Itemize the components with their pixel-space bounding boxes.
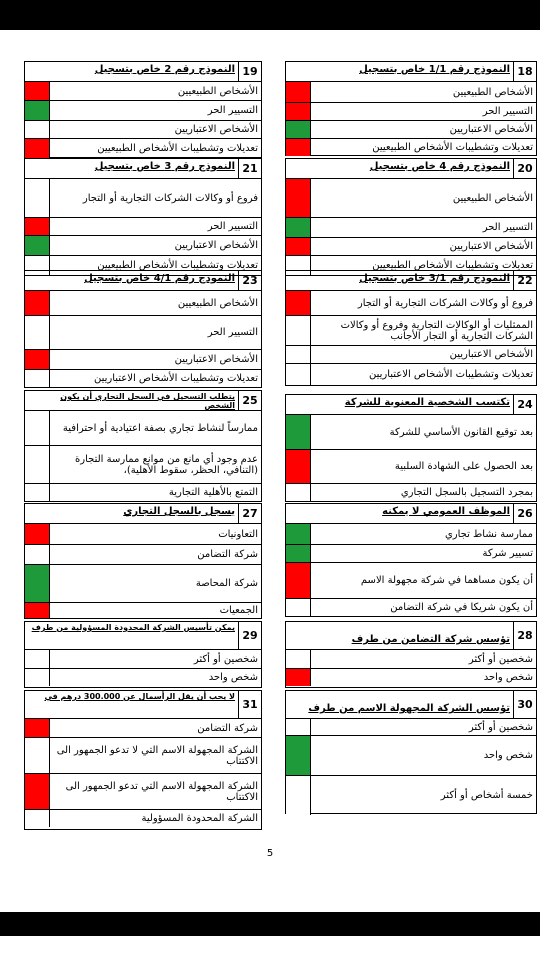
answer-text: أن يكون مساهما في شركة مجهولة الاسم [310,563,536,598]
question-number: 25 [238,391,261,410]
answer-mark-box [25,565,49,602]
answer-mark-box [25,738,49,773]
answer-text: شركة التضامن [49,545,261,564]
answer-mark-box [25,370,49,387]
answer-mark-box [25,291,49,315]
question-title: يمكن تأسيس الشركة المحدودة المسؤولية من طرف [31,623,235,632]
answer-mark-box [286,669,310,686]
question-title: يتطلب التسجيل في السجل التجاري أن يكون الشخص [60,392,235,410]
answer-row [286,237,536,255]
answer-mark-box [286,484,310,501]
answer-text: عدم وجود أي مانع من موانع ممارسة التجارة (التنافي، الحظر، سقوط الأهلية)، [49,446,261,483]
question-number: 24 [513,395,536,414]
answer-text: شخص واحد [310,736,536,775]
answer-mark-box [286,415,310,449]
answer-mark-box [25,446,49,483]
answer-row [286,120,536,138]
answer-text: الشركة المجهولة الاسم التي تدعو الجمهور الى الاكتتاب [49,774,261,809]
answer-row [25,602,261,618]
answer-row [25,138,261,158]
answer-mark-box [286,776,310,815]
answer-mark-box [25,82,49,100]
answer-text: أن يكون شريكا في شركة التضامن [310,599,536,616]
question-number: 20 [513,159,536,178]
answer-text: الأشخاص الاعتباريين [49,236,261,255]
answer-row [25,483,261,501]
answer-text: تعديلات وتشطيبات الأشخاص الطبيعيين [310,256,536,275]
answer-text: شخصين أو أكثر [310,719,536,735]
answer-mark-box [286,218,310,237]
answer-text: الأشخاص الطبيعيين [310,179,536,217]
card-header [286,395,536,415]
card-header [286,504,536,524]
answer-text: الأشخاص الاعتباريين [310,121,536,138]
answer-mark-box [25,545,49,564]
answer-row [286,102,536,120]
question-title: لا يجب أن يقل الرأسمال عن 300.000 درهم في [44,692,235,701]
answer-mark-box [286,719,310,735]
answer-row [25,235,261,255]
answer-row [25,291,261,315]
answer-text: بمجرد التسجيل بالسجل التجاري [310,484,536,501]
question-number: 23 [238,271,261,290]
question-title: تكتسب الشخصية المعنوية للشركة [344,397,510,408]
question-number: 31 [238,691,261,718]
top-black-bar [0,0,540,30]
answer-mark-box [25,719,49,737]
answer-row [286,598,536,616]
question-title: يسجل بالسجل التجاري [123,506,235,517]
answer-text: الأشخاص الاعتباريين [49,350,261,369]
answer-text: التسيير الحر [310,218,536,237]
answer-row [286,524,536,544]
question-card-29 [24,621,262,688]
answer-text: الأشخاص الطبيعيين [49,291,261,315]
answer-text: شخصين أو أكثر [49,650,261,668]
question-number: 21 [238,159,261,178]
card-header [286,159,536,179]
answer-text: التسيير الحر [49,218,261,235]
answer-text: شركة التضامن [49,719,261,737]
answer-text: شخص واحد [310,669,536,686]
answer-row [25,217,261,235]
answer-row [286,562,536,598]
card-header [286,271,536,291]
answer-text: خمسة أشخاص أو أكثر [310,776,536,815]
answer-mark-box [25,316,49,349]
answer-row [286,483,536,501]
bottom-black-bar [0,912,540,936]
answer-mark-box [286,364,310,385]
answer-row [25,650,261,668]
answer-text: الجمعيات [49,603,261,618]
answer-mark-box [286,563,310,598]
answer-mark-box [286,82,310,102]
answer-mark-box [286,545,310,562]
answer-text: الأشخاص الطبيعيين [49,82,261,100]
answer-text: التمتع بالأهلية التجارية [49,484,261,501]
question-title: تؤسس شركة التضامن من طرف [351,634,510,645]
question-title: النموذج رقم 4 خاص بتسجيل [369,161,510,172]
question-card-26 [285,503,537,617]
question-title: النموذج رقم 1/1 خاص بتسجيل [359,64,510,75]
question-card-23 [24,270,262,388]
answer-row [25,82,261,100]
answer-text: التسيير الحر [310,103,536,120]
card-header [25,271,261,291]
answer-row [25,411,261,445]
answer-row [286,544,536,562]
answer-row [25,544,261,564]
answer-text: الأشخاص الاعتباريين [310,346,536,363]
answer-text: تعديلات وتشطيبات الأشخاص الطبيعيين [49,256,261,275]
answer-mark-box [25,524,49,544]
answer-row [286,179,536,217]
answer-text: الشركة المجهولة الاسم التي لا تدعو الجمهور الى الاكتتاب [49,738,261,773]
answer-text: ممارساً لنشاط تجاري بصفة اعتيادية أو احترافية [49,411,261,445]
answer-row [286,217,536,237]
answer-mark-box [286,291,310,315]
answer-row [25,668,261,686]
answer-mark-box [286,121,310,138]
answer-mark-box [286,179,310,217]
answer-mark-box [286,650,310,668]
answer-row [25,773,261,809]
card-header [25,622,261,650]
question-number: 30 [513,691,536,718]
question-number: 26 [513,504,536,523]
answer-row [286,650,536,668]
card-header [286,622,536,650]
answer-row [286,775,536,815]
answer-mark-box [25,101,49,120]
answer-row [25,737,261,773]
answer-mark-box [286,599,310,616]
answer-text: الشركة المحدودة المسؤولية [49,810,261,827]
answer-row [25,100,261,120]
answer-text: تعديلات وتشطيبات الأشخاص الاعتباريين [310,364,536,385]
question-title: النموذج رقم 4/1 خاص بتسجيل [84,273,235,284]
answer-row [286,719,536,735]
answer-text: تعديلات وتشطيبات الأشخاص الطبيعيين [49,139,261,158]
answer-mark-box [286,103,310,120]
question-title: النموذج رقم 3 خاص بتسجيل [94,161,235,172]
answer-row [286,345,536,363]
answer-text: شركة المحاصة [49,565,261,602]
answer-row [286,315,536,345]
card-header [25,391,261,411]
answer-mark-box [286,346,310,363]
question-number: 29 [238,622,261,649]
question-title: النموذج رقم 2 خاص بتسجيل [94,64,235,75]
answer-row [25,349,261,369]
answer-mark-box [286,450,310,483]
card-header [25,159,261,179]
answer-row [286,138,536,156]
answer-mark-box [25,218,49,235]
answer-text: الأشخاص الاعتباريين [49,121,261,138]
answer-mark-box [25,650,49,668]
answer-text: تعديلات وتشطيبات الأشخاص الطبيعيين [310,139,536,156]
answer-mark-box [25,411,49,445]
question-number: 27 [238,504,261,523]
answer-text: بعد الحصول على الشهادة السلبية [310,450,536,483]
answer-text: تعديلات وتشطيبات الأشخاص الاعتباريين [49,370,261,387]
answer-text: شخص واحد [49,669,261,686]
answer-row [286,291,536,315]
answer-row [286,415,536,449]
answer-row [25,120,261,138]
answer-mark-box [25,484,49,501]
question-title: النموذج رقم 3/1 خاص بتسجيل [359,273,510,284]
question-card-27 [24,503,262,619]
answer-text: فروع أو وكالات الشركات التجارية أو التجار [49,179,261,217]
answer-row [25,809,261,827]
answer-text: الأشخاص الطبيعيين [310,82,536,102]
answer-mark-box [25,350,49,369]
answer-text: التسيير الحر [49,316,261,349]
answer-row [25,564,261,602]
card-header [25,62,261,82]
answer-text: شخصين أو أكثر [310,650,536,668]
answer-row [25,369,261,387]
question-card-20 [285,158,537,276]
question-card-25 [24,390,262,502]
card-header [286,62,536,82]
question-card-31 [24,690,262,830]
question-card-24 [285,394,537,502]
answer-mark-box [25,603,49,618]
answer-row [286,449,536,483]
answer-row [25,445,261,483]
answer-row [25,179,261,217]
answer-mark-box [286,139,310,156]
answer-text: التعاونيات [49,524,261,544]
answer-row [25,315,261,349]
answer-mark-box [25,669,49,686]
card-header [25,504,261,524]
card-header [25,691,261,719]
answer-text: تسيير شركة [310,545,536,562]
question-title: تؤسس الشركة المجهولة الاسم من طرف [308,703,510,714]
answer-text: فروع أو وكالات الشركات التجارية أو التجار [310,291,536,315]
question-number: 22 [513,271,536,290]
question-card-22 [285,270,537,386]
answer-text: التسيير الحر [49,101,261,120]
answer-row [286,668,536,686]
answer-mark-box [25,121,49,138]
question-card-30 [285,690,537,814]
answer-row [286,82,536,102]
answer-row [25,524,261,544]
question-number: 19 [238,62,261,81]
question-number: 18 [513,62,536,81]
question-number: 28 [513,622,536,649]
answer-mark-box [25,810,49,827]
answer-row [25,719,261,737]
page-number: 5 [266,848,274,859]
answer-mark-box [25,179,49,217]
answer-mark-box [25,139,49,158]
card-header [286,691,536,719]
answer-mark-box [286,736,310,775]
answer-mark-box [25,774,49,809]
answer-text: الأشخاص الاعتباريين [310,238,536,255]
answer-text: ممارسة نشاط تجاري [310,524,536,544]
answer-row [286,735,536,775]
answer-mark-box [25,236,49,255]
answer-text: الممثليات أو الوكالات التجارية وفروع أو وكالات الشركات التجارية أو التجار الأجانب [310,316,536,345]
question-card-21 [24,158,262,276]
question-card-18 [285,61,537,156]
question-title: الموظف العمومي لا يمكنه [382,506,510,517]
answer-text: بعد توقيع القانون الأساسي للشركة [310,415,536,449]
answer-row [286,363,536,385]
answer-mark-box [286,238,310,255]
answer-mark-box [286,524,310,544]
question-card-19 [24,61,262,158]
question-card-28 [285,621,537,688]
answer-mark-box [286,316,310,345]
